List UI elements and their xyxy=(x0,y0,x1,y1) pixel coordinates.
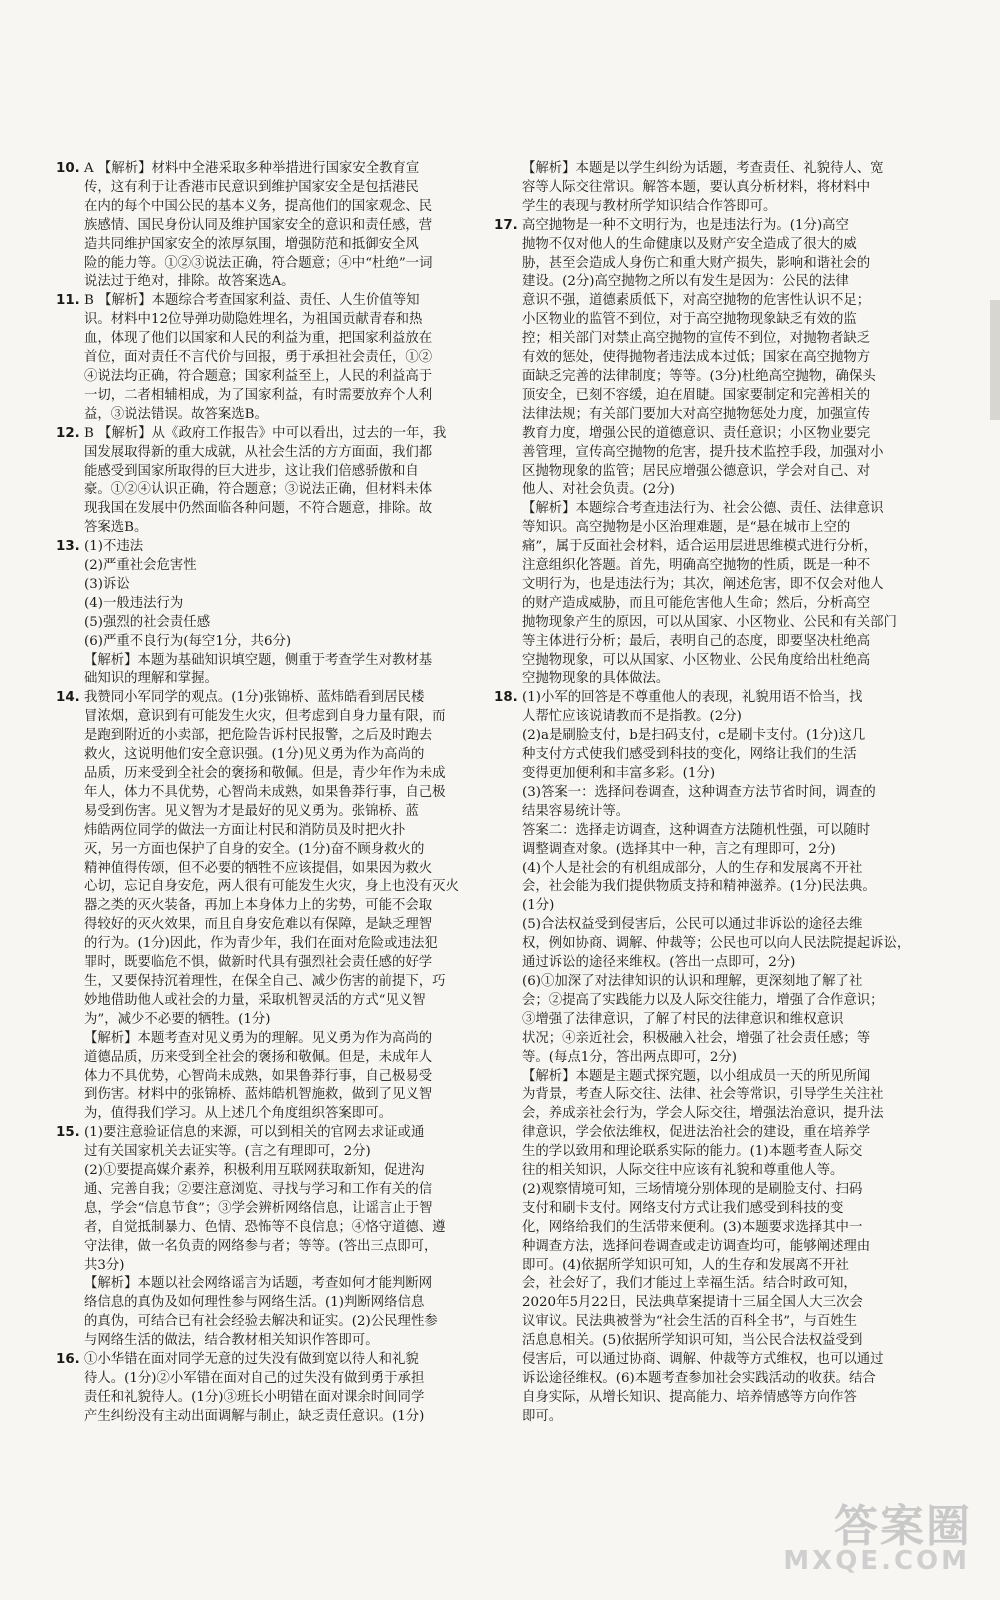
answer-body xyxy=(522,217,968,690)
answer-item xyxy=(56,425,530,538)
answer-line: ④说法均正确，符合题意；国家利益至上，人民的利益高于 xyxy=(84,368,433,384)
answer-line: 易受到伤害。见义智为才是最好的见义勇为。张锦桥、蓝 xyxy=(84,803,419,819)
answer-line: 器之类的灭火装备，再加上本身体力上的劣势，可能不会取 xyxy=(84,898,433,914)
answer-line: 【解析】本题综合考查违法行为、社会公德、责任、法律意识 xyxy=(522,501,884,517)
answer-line: (5)合法权益受到侵害后，公民可以通过非诉讼的途径去维 xyxy=(522,917,863,933)
answer-line: 【解析】本题是以学生纠纷为话题，考查责任、礼貌待人、宽 xyxy=(522,161,884,176)
answer-line: 传，这有利于让香港市民意识到维护国家安全是包括港民 xyxy=(84,179,419,195)
question-number: 15. xyxy=(56,1125,80,1141)
answer-line: 是跑到附近的小卖部，把危险告诉村民报警，之后及时跑去 xyxy=(84,728,433,744)
site-watermark-logo xyxy=(783,1490,982,1580)
answer-body xyxy=(84,1124,530,1351)
answer-line: 法律法规；有关部门要加大对高空抛物惩处力度，加强宣传 xyxy=(522,406,871,422)
question-number: 13. xyxy=(56,539,80,555)
answer-line: (2)严重社会危害性 xyxy=(84,558,197,574)
answer-line: 过有关国家机关去证实等。(言之有理即可，2分) xyxy=(84,1144,371,1160)
answer-line: 支付和刷卡支付。网络支付方式让我们感受到科技的变 xyxy=(522,1200,844,1216)
answer-line: 豪。①②④认识正确，符合题意；③说法正确，但材料未体 xyxy=(84,482,433,498)
answer-line: 的行为。(1分)因此，作为青少年，我们在面对危险或违法犯 xyxy=(84,936,438,952)
answer-line: 【解析】本题为基础知识填空题，侧重于考查学生对教材基 xyxy=(84,652,433,668)
answer-line: 等主体进行分析；最后，表明自己的态度，即要坚决杜绝高 xyxy=(522,633,871,649)
answer-line: 往的相关知识，人际交往中应该有礼貌和尊重他人等。 xyxy=(522,1163,844,1179)
answer-line: 【解析】本题考查对见义勇为的理解。见义勇为作为高尚的 xyxy=(84,1030,433,1046)
answer-line: 善管理，宣传高空抛物的危害，提升技术监控手段，加强对小 xyxy=(522,444,884,460)
answer-line: 年人，体力不具优势，心智尚未成熟，如果鲁莽行事，自己极 xyxy=(84,784,446,800)
answer-line: 会，养成亲社会行为，学会人际交往，增强法治意识，提升法 xyxy=(522,1106,884,1122)
answer-line: 文明行为，也是违法行为；其次，阐述危害，即不仅会对他人 xyxy=(522,576,884,592)
question-number: 11. xyxy=(56,293,80,309)
answer-line: 高空抛物是一种不文明行为，也是违法行为。(1分)高空 xyxy=(522,217,849,233)
answer-item xyxy=(56,689,530,1124)
answer-item xyxy=(494,217,968,690)
answer-line: 变得更加便利和丰富多彩。(1分) xyxy=(522,766,716,781)
answer-line: 为”，减少不必要的牺牲。(1分) xyxy=(84,1011,271,1027)
answer-line: (6)①加深了对法律知识的认识和理解，更深刻地了解了社 xyxy=(522,973,863,989)
answer-line: 空抛物现象，可以从国家、小区物业、公民角度给出杜绝高 xyxy=(522,652,871,668)
answer-body xyxy=(84,425,530,538)
answer-line: 说法过于绝对，排除。故答案选A。 xyxy=(84,274,295,290)
answer-body xyxy=(84,160,530,292)
answer-item xyxy=(520,160,968,217)
answer-line: 产生纠纷没有主动出面调解与制止，缺乏责任意识。(1分) xyxy=(84,1408,425,1424)
answer-line: 学生的表现与教材所学知识结合作答即可。 xyxy=(522,198,777,214)
answer-body xyxy=(84,1351,530,1427)
answer-line: 息，学会“信息节食”；③学会辨析网络信息，让谣言止于智 xyxy=(84,1200,433,1216)
left-column xyxy=(56,160,530,1427)
answer-line: 罪时，既要临危不惧，做新时代具有强烈社会责任感的好学 xyxy=(84,955,433,971)
answer-line: 容等人际交往常识。解答本题，要认真分析材料，将材料中 xyxy=(522,179,871,195)
question-number xyxy=(494,160,522,217)
answer-line: 控；相关部门对禁止高空抛物的宣传不到位，对抛物者缺乏 xyxy=(522,331,871,347)
answer-line: 者，自觉抵制暴力、色情、恐怖等不良信息；④恪守道德、遵 xyxy=(84,1219,446,1235)
answer-line: B 【解析】本题综合考查国家利益、责任、人生价值等知 xyxy=(84,293,420,309)
answer-line: 首位，面对责任不言代价与回报，勇于承担社会责任，①② xyxy=(84,350,433,366)
answer-item xyxy=(56,538,530,689)
answer-line: (2)a是刷脸支付，b是扫码支付，c是刷卡支付。(1分)这几 xyxy=(522,728,866,744)
answer-line: 识。材料中12位导弹功勋隐姓埋名，为祖国贡献青春和热 xyxy=(84,312,423,328)
answer-line: 救火，这说明他们安全意识强。(1分)见义勇为作为高尚的 xyxy=(84,747,425,763)
answer-line: 抛物现象产生的原因，可以从国家、小区物业、公民和有关部门 xyxy=(522,614,897,630)
answer-line: 冒浓烟，意识到有可能发生火灾，但考虑到自身力量有限，而 xyxy=(84,709,446,725)
answer-body xyxy=(522,689,968,1426)
watermark-url: MXQE.COM xyxy=(783,1546,970,1576)
answer-line: (1)不违法 xyxy=(84,539,144,555)
answer-line: (6)严重不良行为(每空1分，共6分) xyxy=(84,633,292,649)
answer-line: 道德品质，历来受到全社会的褒扬和敬佩。但是，未成年人 xyxy=(84,1049,433,1065)
answer-line: 炜皓两位同学的做法一方面让村民和消防员及时把火扑 xyxy=(84,822,406,838)
answer-line: 侵害后，可以通过协商、调解、仲裁等方式维权，也可以通过 xyxy=(522,1352,884,1368)
answer-line: 础知识的理解和掌握。 xyxy=(84,671,218,687)
answer-line: (3)诉讼 xyxy=(84,576,130,592)
answer-line: A 【解析】材料中全港采取多种举措进行国家安全教育宣 xyxy=(84,161,420,176)
answer-line: 的财产造成威胁，而且可能危害他人生命；然后，分析高空 xyxy=(522,595,871,611)
answer-line: 自身实际，从增长知识、提高能力、培养情感等方向作答 xyxy=(522,1389,857,1405)
answer-line: 诉讼途径维权。(6)本题考查参加社会实践活动的收获。结合 xyxy=(522,1371,876,1386)
answer-line: 为，值得我们学习。从上述几个角度组织答案即可。 xyxy=(84,1106,392,1122)
answer-line: 生，又要保持沉着理性，在保全自己、减少伤害的前提下，巧 xyxy=(84,973,446,989)
answer-line: (4)个人是社会的有机组成部分，人的生存和发展离不开社 xyxy=(522,860,863,876)
answer-item xyxy=(494,689,968,1426)
answer-line: 顶安全，已刻不容缓，迫在眉睫。国家要制定和完善相关的 xyxy=(522,387,871,403)
answer-line: 权，例如协商、调解、仲裁等；公民也可以向人民法院提起诉讼， xyxy=(522,936,911,952)
answer-line: (4)一般违法行为 xyxy=(84,595,184,611)
answer-body xyxy=(522,160,968,217)
answer-line: 会，社会能为我们提供物质支持和精神滋养。(1分)民法典。 xyxy=(522,879,876,895)
answer-line: 精神值得传颂，但不必要的牺牲不应该提倡，如果因为救火 xyxy=(84,860,433,876)
answer-item xyxy=(56,160,530,292)
question-number: 18. xyxy=(494,690,518,706)
answer-line: 到伤害。材料中的张锦桥、蓝炜皓机智施救，做到了见义智 xyxy=(84,1087,433,1103)
answer-line: 责任和礼貌待人。(1分)③班长小明错在面对课余时间同学 xyxy=(84,1389,425,1405)
answer-line: 会，社会好了，我们才能过上幸福生活。结合时政可知， xyxy=(522,1276,857,1292)
answer-line: 调整调查对象。(选择其中一种，言之有理即可，2分) xyxy=(522,841,836,857)
answer-line: 会；②提高了实践能力以及人际交往能力，增强了合作意识； xyxy=(522,992,884,1008)
answer-line: 化，网络给我们的生活带来便利。(3)本题要求选择其中一 xyxy=(522,1219,863,1235)
answer-line: 即可。 xyxy=(522,1408,563,1424)
answer-line: (3)答案一：选择问卷调查，这种调查方法节省时间，调查的 xyxy=(522,784,876,800)
answer-line: 答案二：选择走访调查，这种调查方法随机性强，可以随时 xyxy=(522,822,871,838)
answer-line: 活息息相关。(5)依据所学知识可知，当公民合法权益受到 xyxy=(522,1333,863,1349)
answer-body xyxy=(84,689,530,1124)
answer-line: 为背景，考查人际交往、法律、社会等常识，引导学生关注社 xyxy=(522,1087,884,1103)
answer-line: 有效的惩处，使得抛物者违法成本过低；国家在高空抛物方 xyxy=(522,350,871,366)
answer-line: 能感受到国家所取得的巨大进步，这让我们倍感骄傲和自 xyxy=(84,463,419,479)
answer-line: 状况；④亲近社会，积极融入社会，增强了社会责任感；等 xyxy=(522,1030,871,1046)
answer-line: 与网络生活的做法，结合教材相关知识作答即可。 xyxy=(84,1333,379,1349)
answer-line: 在内的每个中国公民的基本义务，提高他们的国家观念、民 xyxy=(84,198,433,214)
answer-line: 等知识。高空抛物是小区治理难题，是“悬在城市上空的 xyxy=(522,520,851,536)
answer-line: 我赞同小军同学的观点。(1分)张锦桥、蓝炜皓看到居民楼 xyxy=(84,690,425,706)
answer-line: ③增强了法律意识，了解了村民的法律意识和维权意识 xyxy=(522,1011,844,1027)
watermark-title: 答案圈 xyxy=(834,1501,972,1552)
answer-line: 教育力度，增强公民的道德意识、责任意识；小区物业要完 xyxy=(522,425,871,441)
answer-line: 险的能力等。①②③说法正确，符合题意；④中“杜绝”一词 xyxy=(84,255,433,271)
answer-line: 通过诉讼的途径来维权。(答出一点即可，2分) xyxy=(522,955,796,971)
question-number: 14. xyxy=(56,690,80,706)
answer-line: 【解析】本题以社会网络谣言为话题，考查如何才能判断网 xyxy=(84,1276,433,1292)
answer-line: 他人、对社会负责。(2分) xyxy=(522,482,675,498)
answer-line: 待人。(1分)②小军错在面对自己的过失没有做到勇于承担 xyxy=(84,1371,425,1386)
answer-line: 种支付方式使我们感受到科技的变化，网络让我们的生活 xyxy=(522,747,857,763)
answer-line: ①小华错在面对同学无意的过失没有做到宽以待人和礼貌 xyxy=(84,1352,419,1368)
answer-line: (5)强烈的社会责任感 xyxy=(84,614,211,630)
answer-line: 一切，二者相辅相成，为了国家利益，有时需要放弃个人利 xyxy=(84,387,433,403)
answer-line: 区抛物现象的监管；居民应增强公德意识，学会对自己、对 xyxy=(522,463,871,479)
answer-line: 造共同维护国家安全的浓厚氛围，增强防范和抵御安全风 xyxy=(84,236,419,252)
answer-line: 小区物业的监管不到位，对于高空抛物现象缺乏有效的监 xyxy=(522,312,857,328)
answer-line: (1)小军的回答是不尊重他人的表现，礼貌用语不恰当，找 xyxy=(522,690,863,706)
answer-line: 答案选B。 xyxy=(84,520,148,536)
right-column xyxy=(494,160,968,1427)
answer-item xyxy=(56,1351,530,1427)
answer-line: 议审议。民法典被誉为“社会生活的百科全书”，与百姓生 xyxy=(522,1314,858,1330)
answer-line: 国发展取得新的重大成就，从社会生活的方方面面，我们都 xyxy=(84,444,433,460)
answer-line: 即可。(4)依据所学知识可知，人的生存和发展离不开社 xyxy=(522,1257,849,1273)
question-number: 10. xyxy=(56,161,80,176)
answer-item xyxy=(56,292,530,424)
answer-line: 2020年5月22日，民法典草案提请十三届全国人大三次会 xyxy=(522,1295,863,1311)
answer-line: 络信息的真伪及如何理性参与网络生活。(1)判断网络信息 xyxy=(84,1295,425,1311)
answer-line: 人帮忙应该说请教而不是指教。(2分) xyxy=(522,709,742,725)
answer-body xyxy=(84,292,530,424)
answer-body xyxy=(84,538,530,689)
answer-line: 得较好的灭火效果，而且自身安危难以有保障，是缺乏理智 xyxy=(84,917,433,933)
answer-line: 守法律，做一名负责的网络参与者；等等。(答出三点即可， xyxy=(84,1238,438,1254)
answer-line: B 【解析】从《政府工作报告》中可以看出，过去的一年，我 xyxy=(84,425,447,441)
answer-line: 益，③说法错误。故答案选B。 xyxy=(84,406,268,422)
answer-line: 痛”，属于反面社会材料，适合运用层进思维模式进行分析， xyxy=(522,539,877,555)
answer-line: 品质，历来受到全社会的褒扬和敬佩。但是，青少年作为未成 xyxy=(84,766,446,781)
answer-line: 面缺乏完善的法律制度；等等。(3分)杜绝高空抛物，确保头 xyxy=(522,368,876,384)
answer-line: 结果容易统计等。 xyxy=(522,803,630,819)
answer-line: (2)观察情境可知，三场情境分别体现的是刷脸支付、扫码 xyxy=(522,1181,863,1197)
answer-line: 通、完善自我；②要注意浏览、寻找与学习和工作有关的信 xyxy=(84,1181,433,1197)
answer-line: 意识不强，道德素质低下，对高空抛物的危害性认识不足； xyxy=(522,293,871,309)
answer-line: 心切，忘记自身安危，两人很有可能发生火灾，身上也没有灭火 xyxy=(84,879,459,895)
answer-line: 注意组织化答题。首先，明确高空抛物的性质，既是一种不 xyxy=(522,558,871,574)
answer-line: 种调查方法，选择问卷调查或走访调查均可，能够阐述理由 xyxy=(522,1238,871,1254)
answer-line: 体力不具优势，心智尚未成熟，如果鲁莽行事，自己极易受 xyxy=(84,1068,433,1084)
answer-line: 空抛物现象的具体做法。 xyxy=(522,671,670,687)
answer-line: 胁，甚至会造成人身伤亡和重大财产损失，影响和谐社会的 xyxy=(522,255,871,271)
page-edge-shadow xyxy=(990,300,1000,420)
question-number: 12. xyxy=(56,425,80,441)
answer-line: 现我国在发展中仍然面临各种问题，不符合题意，排除。故 xyxy=(84,501,433,517)
answer-line: 生的学以致用和理论联系实际的能力。(1)本题考查人际交 xyxy=(522,1144,863,1160)
answer-line: (2)①要提高媒介素养，积极利用互联网获取新知，促进沟 xyxy=(84,1163,425,1179)
answer-line: (1)要注意验证信息的来源，可以到相关的官网去求证或通 xyxy=(84,1125,425,1141)
answer-line: (1分) xyxy=(522,898,555,914)
answer-line: 律意识，学会依法维权，促进法治社会的建设，重在培养学 xyxy=(522,1125,871,1141)
answer-item xyxy=(56,1124,530,1351)
answer-line: 妙地借助他人或社会的力量，采取机智灵活的方式“见义智 xyxy=(84,992,426,1008)
answer-line: 建设。(2分)高空抛物之所以有发生是因为：公民的法律 xyxy=(522,274,849,290)
answer-line: 等。(每点1分，答出两点即可，2分) xyxy=(522,1049,737,1065)
answer-line: 【解析】本题是主题式探究题，以小组成员一天的所见所闻 xyxy=(522,1068,871,1084)
answer-line: 灭，另一方面也保护了自身的安全。(1分)奋不顾身救火的 xyxy=(84,841,425,857)
question-number: 17. xyxy=(494,217,518,233)
answer-line: 族感情、国民身份认同及维护国家安全的意识和责任感，营 xyxy=(84,217,433,233)
question-number: 16. xyxy=(56,1352,80,1368)
answer-line: 共3分) xyxy=(84,1257,125,1273)
answer-line: 抛物不仅对他人的生命健康以及财产安全造成了很大的威 xyxy=(522,236,857,252)
answer-line: 血，体现了他们以国家和人民的利益为重，把国家利益放在 xyxy=(84,331,433,347)
answer-line: 的真伪，可结合已有社会经验去解决和证实。(2)公民理性参 xyxy=(84,1314,438,1330)
